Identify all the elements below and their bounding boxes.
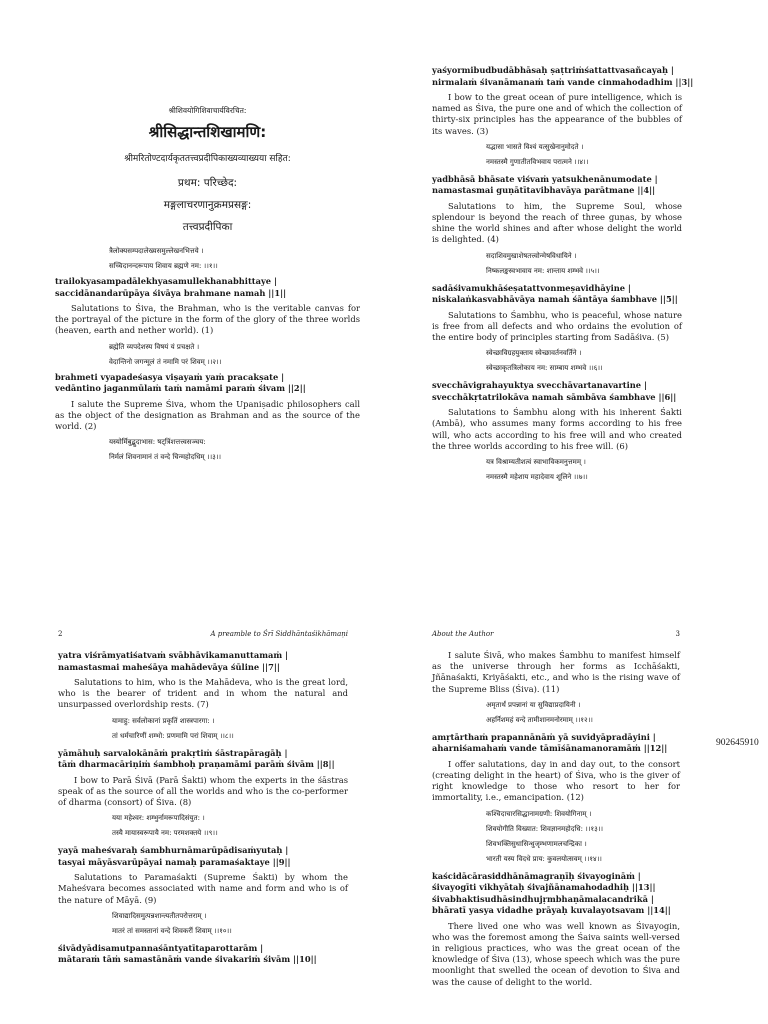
running-header [432,630,680,638]
section-heading: मङ्गलाचरणानुक्रमप्रसङ्ग: [163,199,252,211]
roman-line: aharniśamahaṁ vande tāmīśānamanoramāṁ ||12|| [432,743,668,754]
roman-line: saccidānandarūpāya śivāya brahmane namah ||1|| [55,287,287,298]
side-number: 902645910 [716,738,759,748]
page-number: 3 [675,630,680,638]
devanagari-line: भारती यस्य विदधे प्राय: कुवलयोत्सवम् ।।१४।। [486,854,602,863]
roman-line: trailokyasampadālekhyasamullekhanabhittaye | [55,276,277,286]
translation-paragraph: I offer salutations, day in and day out, to the consort (creating delight in the heart) of Śiva, who is the giver of right knowledge to those who resort to her for immortality, i.e., emancipation. (12) [432,758,680,803]
translation-paragraph: Salutations to Śambhu along with his inherent Śakti (Ambā), who assumes many forms according to his free will, who acts according to his free will and who created the three worlds according to his free will. (6) [432,407,682,451]
devanagari-line: नमस्तस्मै गुणातीतविभवाय परात्मने ।।४।। [486,157,589,166]
roman-line: tāṁ dharmacāriṇiṁ śambhoḥ praṇamāmi parāṁ śivām ||8|| [58,759,335,770]
book-subtitle: श्रीमरितोण्टदार्यकृततत्त्वप्रदीपिकाख्यव्याख्यया सहित: [124,154,291,164]
translation-paragraph: Salutations to him, the Supreme Soul, whose splendour is beyond the reach of three guṇas, by whose shine the world shines and after whose delight the world is delighted. (4) [432,200,682,245]
book-title: श्रीसिद्धान्तशिखामणि: [148,123,267,141]
roman-line: śivabhaktisudhāsindhujṛmbhaṇāmalacandrikā | [432,893,654,904]
roman-line: nirmalaṁ śivanāmanaṁ taṁ vande cinmahodadhim ||3|| [432,76,694,87]
translation-paragraph: There lived one who was well known as Śivayogin, who was the foremost among the Śaiva saints well-versed in religious practices, who was the great ocean of the knowledge of Śiva (13), whose speech which was the pure moonlight that swelled the ocean of devotion to Śiva and was the cause of delight to the world. [432,920,680,987]
author-attribution: श्रीशिवयोगिशिवाचार्यविरचित: [168,106,247,115]
devanagari-line: स्वेच्छाविग्रहयुक्ताय स्वेच्छावर्तनवर्तिने । [486,349,582,358]
page-bottom-left [58,630,348,966]
devanagari-line: अमृतार्थं प्रपन्नानां या सुविद्याप्रदायिनी । [486,700,581,709]
devanagari-line: यत्र विश्राम्यतीशत्वं स्वाभाविकमनुत्तमम् । [486,458,586,467]
devanagari-line: निष्कलङ्कस्वभावाय नम: शान्ताय शम्भवे ।।५।। [486,266,600,275]
page-number: 2 [58,630,63,638]
roman-line: sadāśivamukhāśeṣatattvonmeṣavidhāyine | [432,282,631,293]
page-top-left [55,60,360,465]
roman-line: brahmeti vyapadeśasya viṣayaṁ yaṁ pracakṣate | [55,371,285,382]
devanagari-line: यस्योर्मिबुद्बुदाभास: षट्त्रिंशत्तत्त्वसञ्चय: [109,438,206,447]
chapter-heading: प्रथम: परिच्छेद: [177,177,238,189]
devanagari-line: यामाहु: सर्वलोकानां प्रकृतिं शास्त्रपारगा: । [112,716,215,725]
devanagari-line: तां धर्मचारिणीं शम्भो: प्रणमामि परां शिवाम् ।।८।। [112,731,234,740]
roman-line: svecchākṛtatrilokāva namah sāmbāva śambhave ||6|| [432,391,677,402]
translation-paragraph: Salutations to Śiva, the Brahman, who is the veritable canvas for the portrayal of the picture in the form of the glory of the three worlds (heaven, earth and nether world). (1) [55,303,360,336]
devanagari-line: शिवयोगीति विख्यात: शिवज्ञानमहोदधि: ।।१३।। [486,824,604,833]
devanagari-line: निर्मलं शिवनामानं तं वन्दे चिन्महोदधिम् ।।३।। [109,453,222,462]
devanagari-line: सदाशिवमुखाशेषतत्त्वोन्मेषविधायिने । [486,251,577,260]
translation-paragraph: Salutations to him, who is the Mahādeva, who is the great lord, who is the bearer of trident and in whom the natural and unsurpassed overlordship rests. (7) [58,677,348,710]
roman-line: namastasmai maheśāya mahādevāya śūline ||7|| [58,661,280,672]
running-header [58,630,348,638]
translation-paragraph: I salute Śivā, who makes Śambhu to manifest himself as the universe through her forms as Icchāśakti, Jñānaśakti, Kriyāśakti, etc., and who is the rising wave of the Supreme Bliss (Śiva). (11) [432,650,680,694]
page-bottom-right [432,630,680,991]
translation-paragraph: Salutations to Paramaśakti (Supreme Śakti) by whom the Maheśvara becomes associated with name and form and who is of the nature of Māyā. (9) [58,872,348,905]
roman-line: svecchāvigrahayuktya svecchāvartanavartine | [432,380,647,391]
devanagari-line: नमस्तस्मै महेशाय महादेवाय शूलिने ।।७।। [486,473,588,482]
devanagari-line: कश्चिदाचारसिद्धानामग्रणी: शिवयोगिनाम् । [486,809,592,818]
commentary-heading: तत्त्वप्रदीपिका [182,221,233,233]
roman-line: yatra viśrāmyatiśatvaṁ svābhāvikamanuttamaṁ | [58,650,289,660]
roman-line: yayā maheśvaraḥ śambhurnāmarūpādisaṁyutaḥ | [58,845,289,856]
devanagari-line: मातरं तां समस्तानां वन्दे शिवकरीं शिवाम् ।।१०।। [112,926,232,935]
devanagari-line: अहर्निशमहं वन्दे तामीशानमनोरमाम् ।।१२।। [486,715,593,724]
running-head-title: About the Author [432,630,494,638]
devanagari-line: यया महेश्वर: शम्भुर्नामरूपादिसंयुत: । [112,814,205,823]
translation-paragraph: I bow to Parā Śivā (Parā Śakti) whom the experts in the śāstras speak of as the source of all the worlds and who is the co-performer of dharma (consort) of Śiva. (8) [58,774,348,808]
devanagari-line: त्रैलोक्यसम्पदालेख्यसमुल्लेखनभित्तये । [109,247,204,255]
roman-line: niskalaṅkasvabhāvāya namah śāntāya śambhave ||5|| [432,294,678,305]
page-top-right [432,65,694,485]
translation-paragraph: I salute the Supreme Śiva, whom the Upaniṣadic philosophers call as the object of the designation as Brahman and as the source of the world. (2) [55,398,360,432]
roman-line: amṛtārthaṁ prapannānāṁ yā suvidyāpradāyini | [432,731,656,742]
roman-line: tasyai māyāsvarūpāyai namaḥ paramaśaktaye ||9|| [58,856,291,867]
roman-line: mātaraṁ tāṁ samastānāṁ vande śivakariṁ śivām ||10|| [58,954,317,965]
devanagari-line: तस्यै मायास्वरूपायै नम: परमशक्तये ।।९।। [112,829,218,838]
roman-line: namastasmai guṇātītavibhavāya parātmane ||4|| [432,185,656,196]
devanagari-line: सच्चिदानन्दरूपाय शिवाय ब्रह्मणे नम: ।।१।। [109,262,218,270]
roman-line: yadbhāsā bhāsate viśvaṁ yatsukhenānumodate | [432,173,658,184]
devanagari-line: ब्रह्मेति व्यपदेशस्य विषयं यं प्रचक्षते । [109,342,200,351]
devanagari-line: शिवभक्तिसुधासिन्धुजृम्भणामलचन्द्रिका । [486,839,587,848]
roman-line: kaścidācārasiddhānāmagraṇīḥ śivayogināṁ | [432,870,641,881]
roman-line: bhāratī yasya vidadhe prāyaḥ kuvalayotsavam ||14|| [432,905,671,916]
roman-line: śivayogīti vikhyātaḥ śivajñānamahodadhiḥ ||13|| [432,882,656,893]
devanagari-line: शिवाद्यादिसमुत्पन्नशान्त्यतीतपरोत्तराम् । [112,911,207,920]
translation-paragraph: I bow to the great ocean of pure intelligence, which is named as Śiva, the pure one and of which the collection of thirty-six principles has the appearance of the bubbles of its waves. (3) [432,92,682,136]
running-head-title: A preamble to Śrī Siddhāntaśikhāmaṇi [210,630,348,638]
translation-paragraph: Salutations to Śambhu, who is peaceful, whose nature is free from all defects and who ordains the evolution of the entire body of principles starting from Sadāśiva. (5) [432,309,682,343]
roman-line: vedāntino jaganmūlaṁ taṁ namāmi paraṁ śivam ||2|| [55,383,306,394]
devanagari-line: यद्भासा भासते विश्वं यत्सुखेनानुमोदते । [486,142,584,151]
devanagari-line: वेदान्तिनो जगन्मूलं तं नमामि परं शिवम् ।।२।। [109,357,222,366]
roman-line: yaśyormibudbudābhāsaḥ ṣaṭtriṁśattattvasañcayaḥ | [432,65,674,75]
roman-line: śivādyādisamutpannaśāntyatītaparottarām | [58,942,264,953]
devanagari-line: स्वेच्छाकृतत्रिलोकाय नम: साम्बाय शम्भवे ।।६।। [486,364,603,373]
roman-line: yāmāhuḥ sarvalokānāṁ prakṛtiṁ śāstrapāragāḥ | [58,747,288,758]
